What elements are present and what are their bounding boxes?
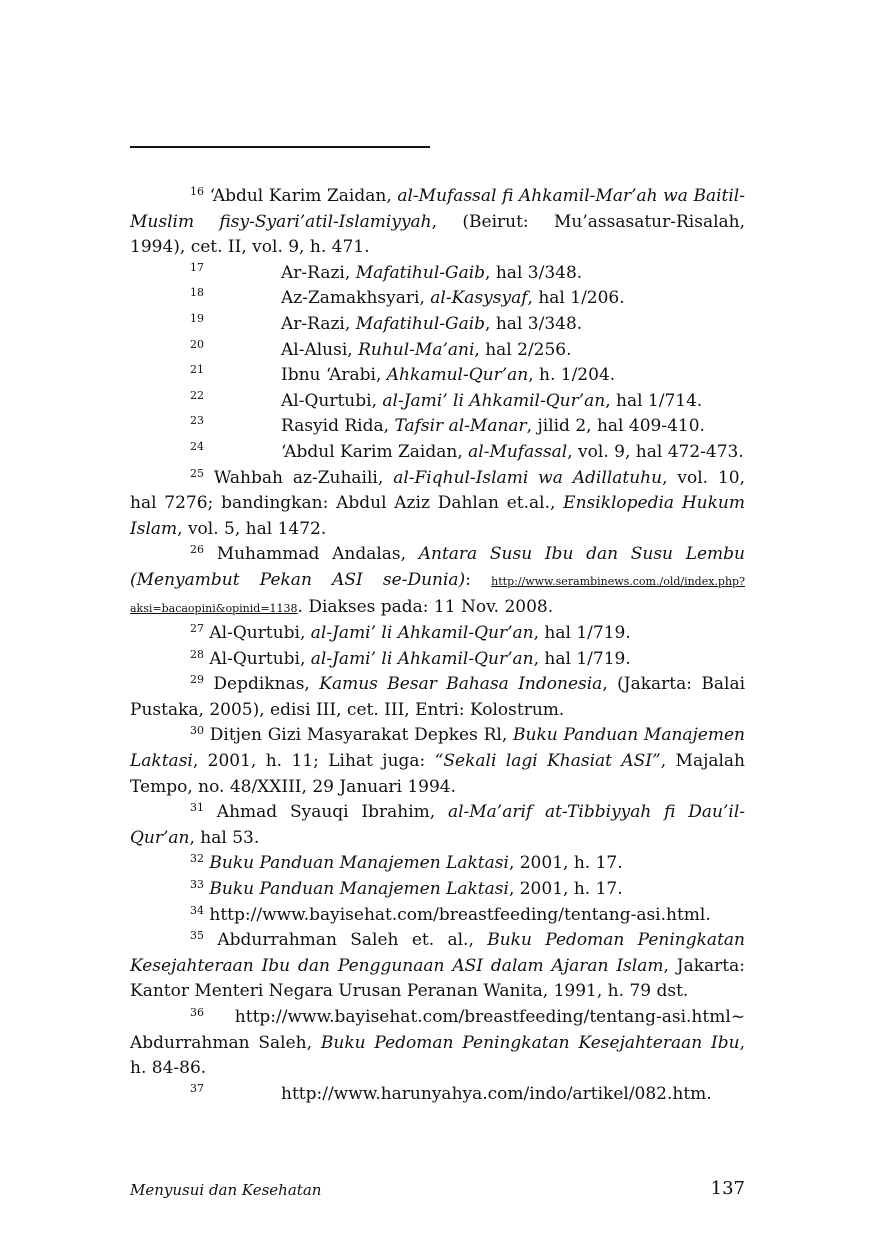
footnote-separator-rule (130, 146, 430, 148)
footnote-26: $^{26}$ Muhammad Andalas, Antara Susu Ibu dan Susu Lembu (Menyambut Pekan ASI se-Dunia): http://www.serambinews.com./old/index.php?aksi=bacaopini&opinid=1138. Diakses pada: 11 Nov. 2008. (130, 543, 746, 617)
page-footer (130, 1180, 745, 1200)
footnote-21: 21 Ibnu ‘Arabi, Ahkamul-Qur’an, h. 1/204. (190, 363, 616, 386)
footnote-24: 24 ‘Abdul Karim Zaidan, al-Mufassal, vol. 9, hal 472-473. (190, 439, 744, 462)
footnote-35: $^{35}$ Abdurrahman Saleh et. al., Buku Pedoman Peningkatan Kesejahteraan Ibu dan Penggunaan ASI dalam Ajaran Islam, Jakarta: Kantor Menteri Negara Urusan Peranan Wanita, 1991, h. 79 dst. (130, 929, 746, 1002)
footnote-29: $^{29}$ Depdiknas, Kamus Besar Bahasa Indonesia, (Jakarta: Balai Pustaka, 2005), edisi III, cet. III, Entri: Kolostrum. (130, 673, 746, 720)
footnote-16: $^{16}$ ‘Abdul Karim Zaidan, al-Mufassal fi Ahkamil-Mar’ah wa Baitil-Muslim fisy-Syari’atil-Islamiyyah, (Beirut: Mu’assasatur-Risalah, 1994), cet. II, vol. 9, h. 471. (130, 185, 746, 258)
footnote-34: $^{34}$ http://www.bayisehat.com/breastfeeding/tentang-asi.html. (190, 903, 711, 925)
footnote-link[interactable]: http://www.serambinews.com./old/index.php?aksi=bacaopini&opinid=1138 (130, 574, 745, 615)
page-number: 137 (710, 1178, 745, 1199)
footnote-23: 23 Rasyid Rida, Tafsir al-Manar, jilid 2, hal 409-410. (190, 414, 705, 437)
footnote-33: $^{33}$ Buku Panduan Manajemen Laktasi, 2001, h. 17. (190, 878, 623, 900)
footnote-20: 20 Al-Alusi, Ruhul-Ma’ani, hal 2/256. (190, 337, 572, 360)
footnote-31: $^{31}$ Ahmad Syauqi Ibrahim, al-Ma’arif at-Tibbiyyah fi Dau’il-Qur’an, hal 53. (130, 801, 746, 848)
footnote-22: 22 Al-Qurtubi, al-Jami’ li Ahkamil-Qur’an, hal 1/714. (190, 388, 703, 411)
footnote-32: $^{32}$ Buku Panduan Manajemen Laktasi, 2001, h. 17. (190, 852, 623, 874)
footnote-19: 19 Ar-Razi, Mafatihul-Gaib, hal 3/348. (190, 311, 583, 334)
running-title: Menyusui dan Kesehatan (130, 1181, 322, 1199)
footnote-30: $^{30}$ Ditjen Gizi Masyarakat Depkes Rl, Buku Panduan Manajemen Laktasi, 2001, h. 11; Lihat juga: “Sekali lagi Khasiat ASI”, Majalah Tempo, no. 48/XXIII, 29 Januari 1994. (130, 724, 746, 797)
footnote-18: 18 Az-Zamakhsyari, al-Kasysyaf, hal 1/206. (190, 286, 625, 309)
footnote-28: $^{28}$ Al-Qurtubi, al-Jami’ li Ahkamil-Qur’an, hal 1/719. (190, 647, 631, 669)
footnotes (130, 184, 745, 1107)
footnote-17: 17 Ar-Razi, Mafatihul-Gaib, hal 3/348. (190, 260, 583, 283)
footnote-25: $^{25}$ Wahbah az-Zuhaili, al-Fiqhul-Islami wa Adillatuhu, vol. 10, hal 7276; bandingkan: Abdul Aziz Dahlan et.al., Ensiklopedia Hukum Islam, vol. 5, hal 1472. (130, 466, 746, 539)
footnote-27: $^{27}$ Al-Qurtubi, al-Jami’ li Ahkamil-Qur’an, hal 1/719. (190, 622, 631, 644)
footnote-37: 37 http://www.harunyahya.com/indo/artikel/082.htm. (190, 1081, 712, 1104)
footnote-36: $^{36}$ http://www.bayisehat.com/breastfeeding/tentang-asi.html~ Abdurrahman Saleh, Buku Pedoman Peningkatan Kesejahteraan Ibu, h. 84-86. (130, 1006, 745, 1079)
